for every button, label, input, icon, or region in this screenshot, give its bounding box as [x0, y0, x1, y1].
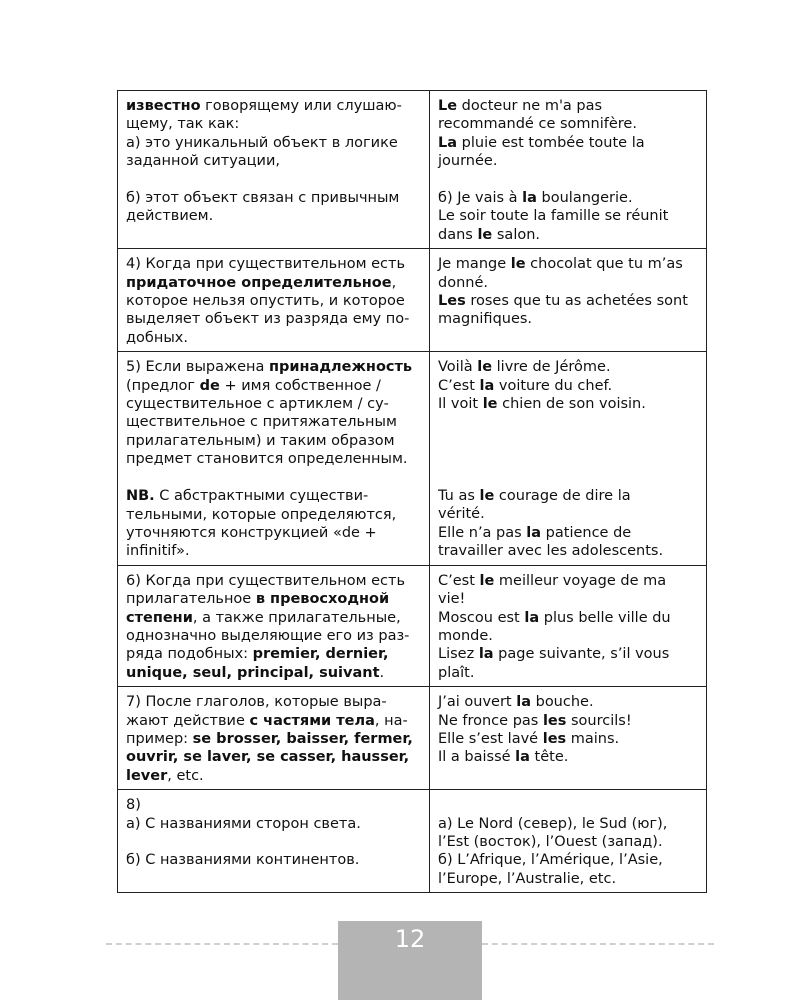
bold-text: la — [515, 749, 530, 766]
text-line — [126, 542, 421, 560]
text-line — [438, 730, 698, 748]
text-line — [126, 730, 421, 748]
rules-table-body — [118, 91, 707, 893]
text-line — [438, 833, 698, 851]
text-line — [438, 609, 698, 627]
table-row — [118, 687, 707, 790]
text-segment: , — [391, 274, 397, 291]
blank-line — [126, 833, 421, 851]
text-segment: l’Europe, l’Australie, etc. — [438, 870, 617, 887]
text-segment: 8) — [126, 797, 141, 814]
text-segment: docteur ne m'a pas — [457, 98, 603, 114]
text-segment: прилагательным) и таким образом — [126, 432, 395, 449]
bold-text: la — [516, 694, 531, 711]
rule-explanation-cell — [118, 91, 430, 249]
text-line — [126, 450, 421, 468]
example-cell — [430, 790, 707, 893]
text-line — [126, 693, 421, 711]
text-line — [126, 310, 421, 328]
text-line — [438, 693, 698, 711]
text-segment: 6) Когда при существительном есть — [126, 572, 405, 589]
text-segment: + имя собственное / — [219, 377, 381, 394]
bold-text: la — [479, 377, 495, 394]
text-line — [438, 487, 698, 505]
text-segment: действием. — [126, 208, 214, 225]
text-segment: Elle n’a pas — [438, 524, 527, 541]
text-segment: а) это уникальный объект в логике — [126, 134, 398, 151]
text-segment: выделяет объект из разряда ему по- — [126, 311, 410, 328]
blank-line — [438, 796, 698, 814]
blank-line — [438, 469, 698, 487]
text-segment: тельными, которые определяются, — [126, 506, 397, 523]
bold-text: se brosser, baisser, fermer, — [192, 730, 413, 747]
bold-text: les — [542, 730, 567, 747]
example-cell — [430, 249, 707, 352]
text-segment: существительное с артиклем / су- — [126, 396, 389, 413]
text-line — [126, 274, 421, 292]
rule-explanation-cell — [118, 790, 430, 893]
text-line — [126, 395, 421, 413]
text-segment: courage de dire la — [494, 488, 631, 505]
text-line — [126, 609, 421, 627]
text-line — [126, 590, 421, 608]
text-segment: J’ai ouvert — [438, 694, 517, 711]
text-line — [438, 292, 698, 310]
bold-text: le — [479, 572, 495, 589]
text-segment: donné. — [438, 274, 488, 291]
text-segment: plus belle ville du — [539, 609, 671, 626]
blank-line — [126, 171, 421, 189]
text-segment: Elle s’est lavé — [438, 730, 543, 747]
text-segment: dans — [438, 226, 478, 243]
text-line — [438, 505, 698, 523]
text-segment: roses que tu as achetées sont — [465, 293, 688, 310]
text-segment: Il a baissé — [438, 749, 516, 766]
text-segment: предмет становится определенным. — [126, 451, 408, 468]
footer-dashed-rule-left — [106, 943, 338, 945]
bold-text: la — [524, 609, 540, 626]
text-segment: пример: — [126, 730, 193, 747]
text-line — [438, 377, 698, 395]
text-segment: page suivante, s’il vous — [493, 646, 670, 663]
text-segment: pluie est tombée toute la — [457, 134, 645, 151]
bold-text: в превосходной — [255, 591, 390, 608]
text-segment: , а также прилагательные, — [192, 609, 401, 626]
text-line — [438, 645, 698, 663]
bold-text: принадлежность — [268, 359, 413, 376]
text-segment: б) этот объект связан с привычным — [126, 190, 400, 207]
text-segment: 7) После глаголов, которые выра- — [126, 694, 387, 711]
text-line — [438, 207, 698, 225]
text-segment: ществительное с притяжательным — [126, 414, 397, 431]
text-line — [126, 815, 421, 833]
text-line — [126, 292, 421, 310]
text-segment: жают действие — [126, 712, 250, 729]
text-segment: ряда подобных: — [126, 646, 253, 663]
example-cell — [430, 91, 707, 249]
text-line — [438, 572, 698, 590]
text-segment: tête. — [529, 749, 569, 766]
text-line — [126, 851, 421, 869]
bold-text: unique, seul, principal, suivant — [126, 664, 380, 681]
bold-text: известно — [126, 98, 201, 114]
text-segment: (предлог — [126, 377, 200, 394]
text-segment: Ne fronce pas — [438, 712, 543, 729]
bold-text: la — [478, 646, 494, 663]
text-line — [438, 395, 698, 413]
text-line — [126, 572, 421, 590]
bold-text: с частями тела — [249, 712, 375, 729]
text-segment: patience de — [541, 524, 632, 541]
bold-text: ouvrir, se laver, se casser, hausser, — [126, 749, 410, 766]
table-row — [118, 565, 707, 686]
bold-text: la — [522, 190, 537, 207]
text-line — [438, 274, 698, 292]
text-line — [126, 664, 421, 682]
text-line — [126, 134, 421, 152]
text-line — [126, 358, 421, 376]
text-segment: Je mange — [438, 256, 511, 273]
bold-text: придаточное определительное — [126, 274, 392, 291]
text-line — [126, 329, 421, 347]
bold-text: le — [477, 359, 493, 376]
table-row — [118, 352, 707, 565]
text-segment: Moscou est — [438, 609, 525, 626]
text-line — [438, 542, 698, 560]
text-line — [126, 97, 421, 115]
text-segment: щему, так как: — [126, 116, 240, 133]
text-segment: а) С названиями сторон света. — [126, 815, 361, 832]
text-segment: C’est — [438, 377, 480, 394]
text-line — [438, 97, 698, 115]
text-segment: vie! — [438, 591, 466, 608]
blank-line — [126, 469, 421, 487]
text-segment: б) Je vais à — [438, 190, 523, 207]
text-segment: salon. — [492, 226, 541, 243]
text-line — [438, 226, 698, 244]
text-line — [126, 748, 421, 766]
example-cell — [430, 352, 707, 565]
footer-dashed-rule-right — [482, 943, 714, 945]
text-segment: прилагательное — [126, 591, 256, 608]
text-segment: , на- — [374, 712, 408, 729]
text-segment: С абстрактными существи- — [154, 488, 369, 505]
text-segment: а) Le Nord (север), le Sud (юг), — [438, 815, 668, 832]
text-segment: . — [379, 664, 385, 681]
bold-text: La — [438, 134, 458, 151]
text-line — [126, 645, 421, 663]
bold-text: lever — [126, 767, 168, 784]
text-line — [438, 851, 698, 869]
text-segment: 5) Если выражена — [126, 359, 269, 376]
text-segment: sourcils! — [566, 712, 632, 729]
text-line — [438, 152, 698, 170]
text-segment: infinitif». — [126, 543, 190, 560]
text-line — [126, 506, 421, 524]
text-segment: C’est — [438, 572, 480, 589]
text-line — [438, 627, 698, 645]
text-segment: добных. — [126, 329, 188, 346]
bold-text: la — [526, 524, 542, 541]
bold-text: les — [542, 712, 567, 729]
text-line — [126, 767, 421, 785]
text-segment: Tu as — [438, 488, 480, 505]
bold-text: Le — [438, 98, 458, 114]
rule-explanation-cell — [118, 249, 430, 352]
text-segment: l’Est (восток), l’Ouest (запад). — [438, 833, 663, 850]
text-line — [126, 207, 421, 225]
bold-text: Les — [438, 293, 466, 310]
text-segment: Il voit — [438, 396, 483, 413]
text-line — [126, 189, 421, 207]
rule-explanation-cell — [118, 687, 430, 790]
bold-text: степени — [126, 609, 193, 626]
text-line — [126, 255, 421, 273]
text-segment: б) С названиями континентов. — [126, 852, 360, 869]
text-segment: 4) Когда при существительном есть — [126, 256, 405, 273]
blank-line — [438, 413, 698, 431]
text-segment: однозначно выделяющие его из раз- — [126, 627, 410, 644]
blank-line — [438, 171, 698, 189]
text-line — [126, 377, 421, 395]
text-segment: vérité. — [438, 506, 485, 523]
text-line — [126, 432, 421, 450]
text-line — [438, 870, 698, 888]
example-cell — [430, 565, 707, 686]
text-line — [126, 796, 421, 814]
text-segment: chien de son voisin. — [497, 396, 646, 413]
text-segment: Lisez — [438, 646, 479, 663]
text-line — [126, 627, 421, 645]
text-line — [126, 524, 421, 542]
text-segment: говорящему или слушаю- — [200, 98, 402, 114]
text-line — [438, 255, 698, 273]
text-segment: recommandé ce somnifère. — [438, 116, 637, 133]
rule-explanation-cell — [118, 352, 430, 565]
text-segment: которое нельзя опустить, и которое — [126, 293, 405, 310]
bold-text: le — [479, 488, 495, 505]
text-line — [126, 487, 421, 505]
text-segment: Voilà — [438, 359, 478, 376]
bold-text: premier, dernier, — [252, 646, 389, 663]
bold-text: le — [482, 396, 498, 413]
grammar-rules-table — [117, 90, 707, 893]
blank-line — [438, 432, 698, 450]
text-segment: meilleur voyage de ma — [494, 572, 667, 589]
text-segment: plaît. — [438, 664, 475, 681]
text-line — [126, 152, 421, 170]
table-row — [118, 790, 707, 893]
text-segment: boulangerie. — [536, 190, 633, 207]
text-segment: livre de Jérôme. — [492, 359, 611, 376]
text-line — [438, 310, 698, 328]
text-segment: monde. — [438, 627, 493, 644]
text-line — [438, 590, 698, 608]
bold-text: NB. — [126, 488, 155, 505]
text-segment: Le soir toute la famille se réunit — [438, 208, 669, 225]
text-segment: уточняются конструкцией «de + — [126, 524, 377, 541]
text-segment: б) L’Afrique, l’Amérique, l’Asie, — [438, 852, 663, 869]
text-line — [438, 134, 698, 152]
text-line — [438, 524, 698, 542]
blank-line — [438, 450, 698, 468]
text-segment: journée. — [438, 153, 498, 170]
text-segment: bouche. — [531, 694, 594, 711]
text-line — [438, 815, 698, 833]
rule-explanation-cell — [118, 565, 430, 686]
bold-text: de — [199, 377, 220, 394]
bold-text: le — [510, 256, 526, 273]
text-line — [438, 664, 698, 682]
table-row — [118, 249, 707, 352]
text-line — [126, 712, 421, 730]
text-line — [438, 712, 698, 730]
table-row — [118, 91, 707, 249]
text-line — [438, 115, 698, 133]
text-segment: travailler avec les adolescents. — [438, 543, 664, 560]
text-line — [438, 189, 698, 207]
text-segment: chocolat que tu m’as — [525, 256, 683, 273]
text-line — [126, 413, 421, 431]
text-segment: заданной ситуации, — [126, 153, 281, 170]
text-segment: magnifiques. — [438, 311, 533, 328]
text-segment: , etc. — [167, 767, 204, 784]
bold-text: le — [477, 226, 493, 243]
page-number: 12 — [394, 925, 426, 953]
text-line — [126, 115, 421, 133]
text-line — [438, 358, 698, 376]
page-number-tab — [338, 921, 482, 1000]
text-line — [438, 748, 698, 766]
example-cell — [430, 687, 707, 790]
text-segment: voiture du chef. — [494, 377, 613, 394]
text-segment: mains. — [566, 730, 620, 747]
